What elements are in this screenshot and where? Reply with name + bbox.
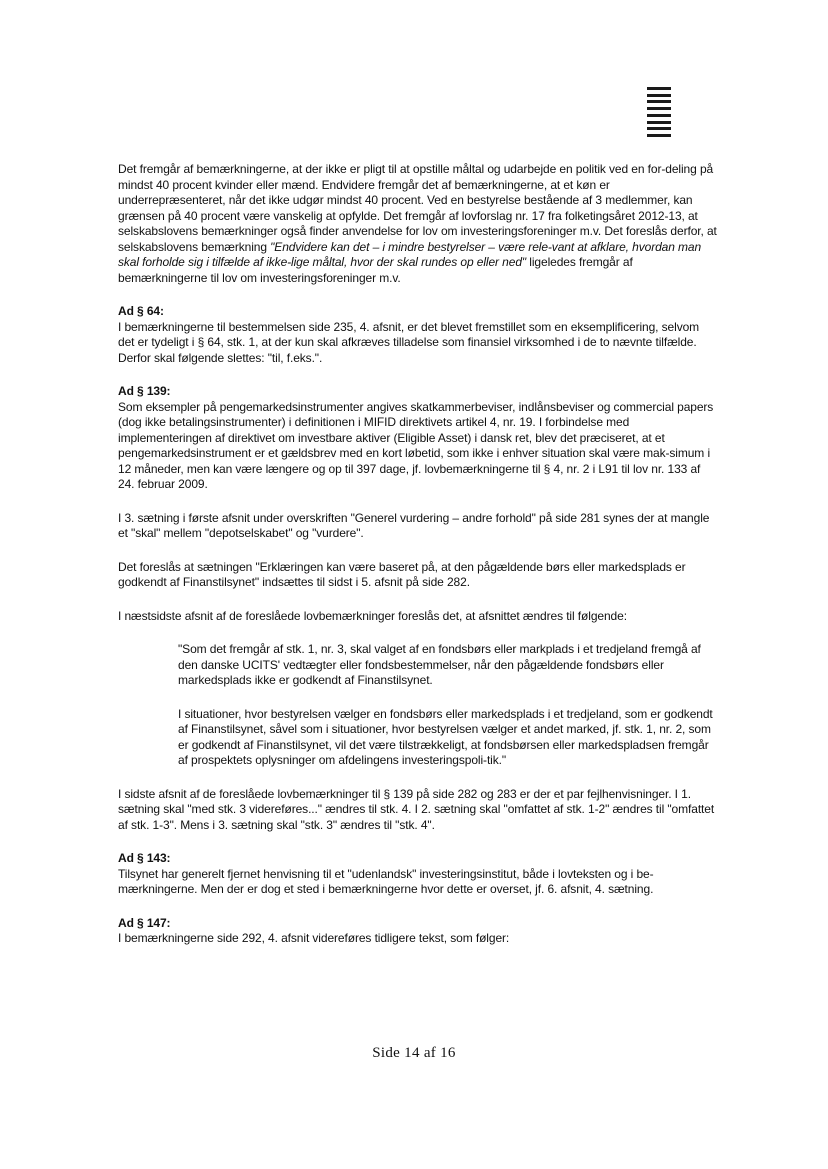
- heading-s147: Ad § 147:: [118, 915, 171, 930]
- paragraph-s139-2: I 3. sætning i første afsnit under overskriften "Generel vurdering – andre forhold" på side 281 synes der at mangle et "skal" mellem "depotselskabet" og "vurdere".: [118, 510, 710, 540]
- page-number: Side 14 af 16: [372, 1045, 456, 1061]
- paragraph-s139-5: I sidste afsnit af de foreslåede lovbemærkninger til § 139 på side 282 og 283 er der et par fejlhenvisninger. I 1. sætning skal "med stk. 3 videreføres..." ændres til stk. 4. I 2. sætning skal "omfattet af stk. 1-2" ændres til "omfattet af stk. 1-3". Mens i 3. sætning skal "stk. 3" ændres til "stk. 4".: [118, 786, 715, 832]
- paragraph-s147: I bemærkningerne side 292, 4. afsnit videreføres tidligere tekst, som følger:: [118, 931, 510, 945]
- intro-text-end: ligeledes fremgår af bemærkningerne til lov om investeringsforeninger m.v.: [118, 255, 633, 285]
- striped-logo-icon: [647, 87, 671, 137]
- paragraph-s139-4: I næstsidste afsnit af de foreslåede lovbemærkninger foreslås det, at afsnittet ændres til følgende:: [118, 608, 627, 623]
- paragraph-s143: Tilsynet har generelt fjernet henvisning til et "udenlandsk" investeringsinstitut, både i lovteksten og i be-mærkningerne. Men der er dog et sted i bemærkningerne hvor dette er overset, jf. 6. afsnit, 4. sætning.: [118, 866, 654, 896]
- paragraph-s139-3: Det foreslås at sætningen "Erklæringen kan være baseret på, at den pågældende børs eller markedsplads er godkendt af Finanstilsynet" indsættes til sidst i 5. afsnit på side 282.: [118, 559, 686, 589]
- paragraph-s139-1: Som eksempler på pengemarkedsinstrumenter angives skatkammerbeviser, indlånsbeviser og commercial papers (dog ikke betalingsinstrumenter) i definitionen i MIFID direktivets artikel 4, nr. 19. I forbindelse med implementeringen af direktivet om investbare aktiver (Eligible Asset) i dansk ret, blev det præciseret, at et pengemarkedsinstrument er et gældsbrev med en kort løbetid, som ikke i enhver situation skal være mak-simum i 12 måneder, men kan være længere og op til 397 dage, jf. lovbemærkningerne til § 4, nr. 2 i L91 til lov nr. 133 af 24. februar 2009.: [118, 399, 714, 491]
- intro-text: Det fremgår af bemærkningerne, at der ikke er pligt til at opstille måltal og udarbejde en politik ved en for-deling på mindst 40 procent kvinder eller mænd. Endvidere fremgår det af bemærkningerne, at et køn er underrepræsenteret, når det ikke udgør mindst 40 procent. Ved en bestyrelse bestående af 3 medlemmer, kan grænsen på 40 procent være vanskelig at opfylde. Det fremgår af lovforslag nr. 17 fra folketingsåret 2012-13, at selskabslovens bemærkninger også finder anvendelse for lov om investeringsforeninger m.v. Det foreslås derfor, at selskabslovens bemærkning: [118, 162, 717, 254]
- document-body: [118, 162, 718, 947]
- heading-s143: Ad § 143:: [118, 851, 171, 865]
- paragraph-s64: I bemærkningerne til bestemmelsen side 235, 4. afsnit, er det blevet fremstillet som en eksemplificering, selvom det er tydeligt i § 64, stk. 1, at der kun skal afkræves tilladelse som finansiel virksomhed i de to nævnte tilfælde. Derfor skal følgende slettes: "til, f.eks.".: [118, 319, 700, 365]
- quote-paragraph-2: I situationer, hvor bestyrelsen vælger en fondsbørs eller markedsplads i et tredjeland, som er godkendt af Finanstilsynet, såvel som i situationer, hvor bestyrelsen vælger et andet marked, jf. stk. 1, nr. 2, som er godkendt af Finanstilsynet, vil det være tilstrækkeligt, at fondsbørsen eller markedspladsen fremgår af prospektets oplysninger om afdelingens investeringspoli-tik.": [178, 706, 713, 767]
- intro-paragraph: [118, 162, 718, 286]
- heading-s64: Ad § 64:: [118, 304, 164, 318]
- intro-quote: "Endvidere kan det – i mindre bestyrelser – være rele-vant at afklare, hvordan man skal forholde sig i tilfælde af ikke-lige måltal, hvor der skal rundes op eller ned": [118, 239, 702, 269]
- quote-paragraph-1: "Som det fremgår af stk. 1, nr. 3, skal valget af en fondsbørs eller markplads i et tredjeland fremgå af den danske UCITS' vedtægter eller fondsbestemmelser, når den pågældende fondsbørs eller markedsplads ikke er godkendt af Finanstilsynet.: [178, 642, 701, 687]
- heading-s139: Ad § 139:: [118, 384, 171, 398]
